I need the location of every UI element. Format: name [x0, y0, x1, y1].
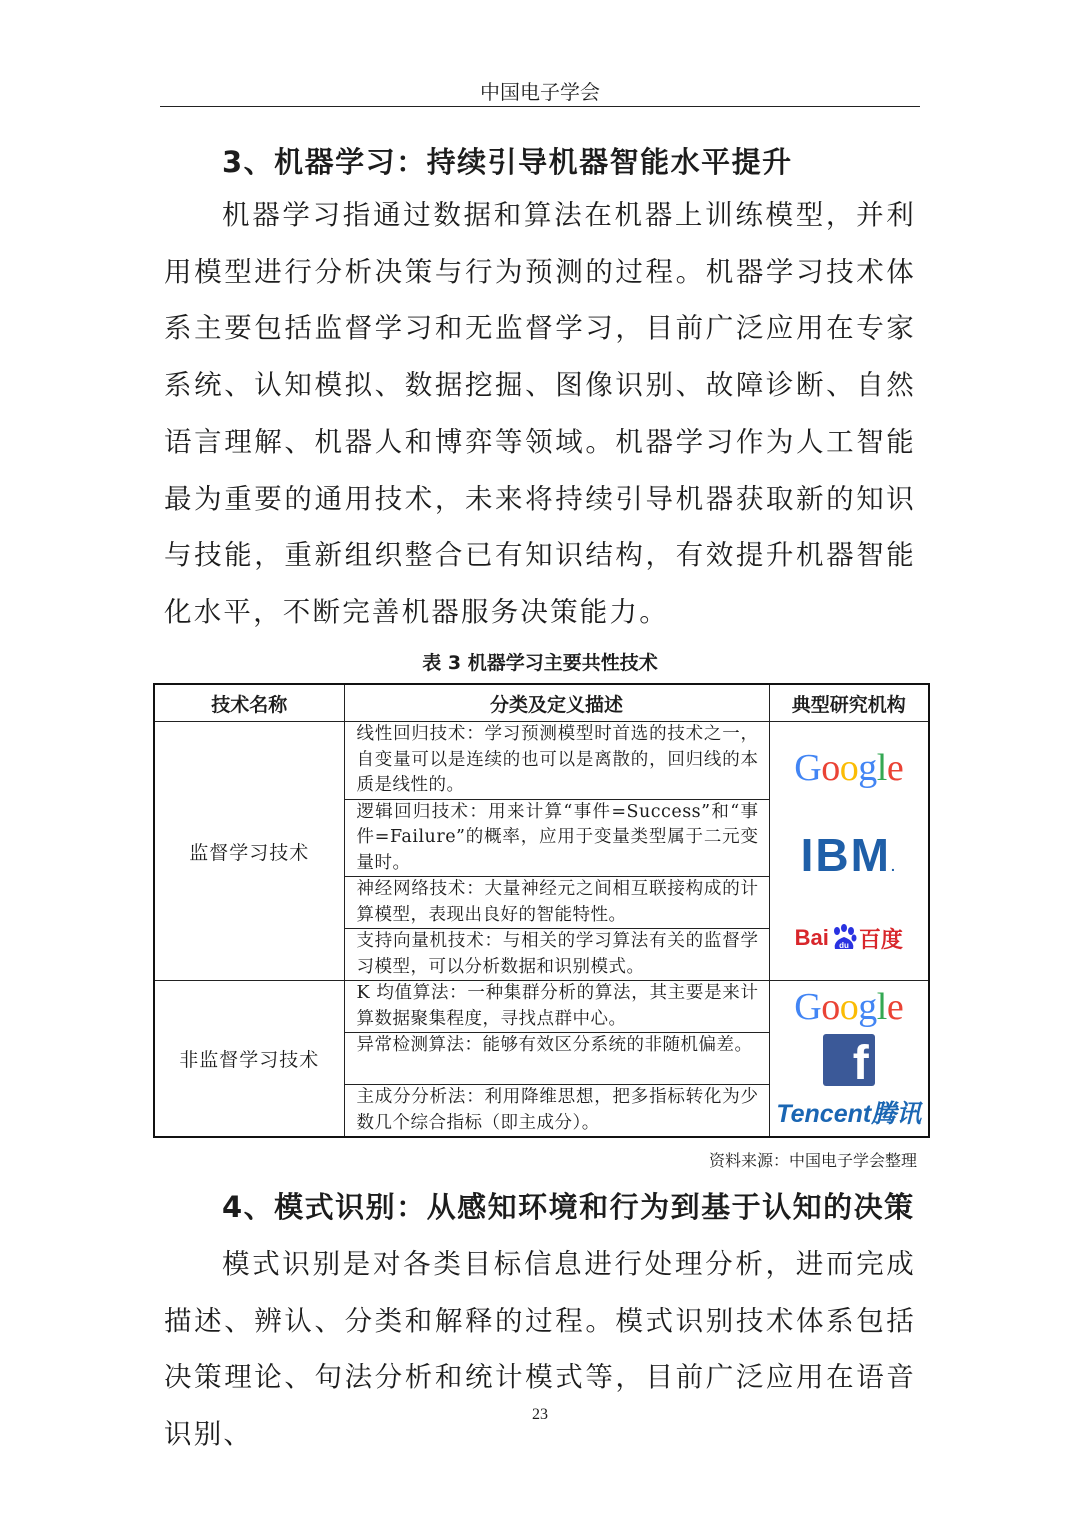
- institutions-cell-unsupervised: [769, 981, 929, 1138]
- description-cell: 主成分分析法：利用降维思想，把多指标转化为少数几个综合指标（即主成分）。: [344, 1085, 769, 1138]
- table-header-row: [154, 684, 929, 722]
- ml-techniques-table: [153, 683, 930, 1138]
- section-3-paragraph: 机器学习指通过数据和算法在机器上训练模型，并利用模型进行分析决策与行为预测的过程。机器学习技术体系主要包括监督学习和无监督学习，目前广泛应用在专家系统、认知模拟、数据挖掘、图像识别、故障诊断、自然语言理解、机器人和博弈等领域。机器学习作为人工智能最为重要的通用技术，未来将持续引导机器获取新的知识与技能，重新组织整合已有知识结构，有效提升机器智能化水平，不断完善机器服务决策能力。: [164, 199, 916, 628]
- description-cell: 支持向量机技术：与相关的学习算法有关的监督学习模型，可以分析数据和识别模式。: [344, 929, 769, 981]
- table-source-note: 资料来源：中国电子学会整理: [708, 1151, 917, 1170]
- column-header-technique: 技术名称: [154, 684, 344, 722]
- baidu-paw-icon: [829, 923, 859, 953]
- page-number: 23: [532, 1406, 548, 1423]
- table-row: [154, 981, 929, 1033]
- table-caption: 表 3 机器学习主要共性技术: [422, 652, 658, 674]
- description-cell: 神经网络技术：大量神经元之间相互联接构成的计算模型，表现出良好的智能特性。: [344, 877, 769, 929]
- column-header-institutions: 典型研究机构: [769, 684, 929, 722]
- category-cell-supervised: 监督学习技术: [154, 722, 344, 981]
- google-logo: Google: [794, 985, 904, 1028]
- facebook-logo: f: [823, 1034, 875, 1086]
- google-logo: Google: [794, 746, 904, 789]
- description-cell: 异常检测算法：能够有效区分系统的非随机偏差。: [344, 1033, 769, 1085]
- tencent-logo: Tencent腾讯: [776, 1099, 922, 1128]
- svg-text:du: du: [838, 941, 849, 950]
- institutions-cell-supervised: [769, 722, 929, 981]
- description-cell: 逻辑回归技术：用来计算“事件=Success”和“事件=Failure”的概率，应用于变量类型属于二元变量时。: [344, 799, 769, 877]
- category-cell-unsupervised: 非监督学习技术: [154, 981, 344, 1138]
- baidu-logo: Bai du 百度: [794, 925, 903, 952]
- section-3-heading: 3、机器学习：持续引导机器智能水平提升: [222, 145, 793, 179]
- description-cell: K 均值算法：一种集群分析的算法，其主要是来计算数据聚集程度，寻找点群中心。: [344, 981, 769, 1033]
- header-divider: [160, 106, 920, 107]
- column-header-description: 分类及定义描述: [344, 684, 769, 722]
- section-4-paragraph: 模式识别是对各类目标信息进行处理分析，进而完成描述、辨认、分类和解释的过程。模式识别技术体系包括决策理论、句法分析和统计模式等，目前广泛应用在语音识别、: [164, 1248, 916, 1451]
- ibm-logo: IBM.: [800, 828, 897, 881]
- description-cell: 线性回归技术：学习预测模型时首选的技术之一，自变量可以是连续的也可以是离散的，回归线的本质是线性的。: [344, 722, 769, 800]
- page-header-title: 中国电子学会: [480, 80, 600, 104]
- table-row: [154, 722, 929, 800]
- section-4-heading: 4、模式识别：从感知环境和行为到基于认知的决策: [222, 1190, 915, 1224]
